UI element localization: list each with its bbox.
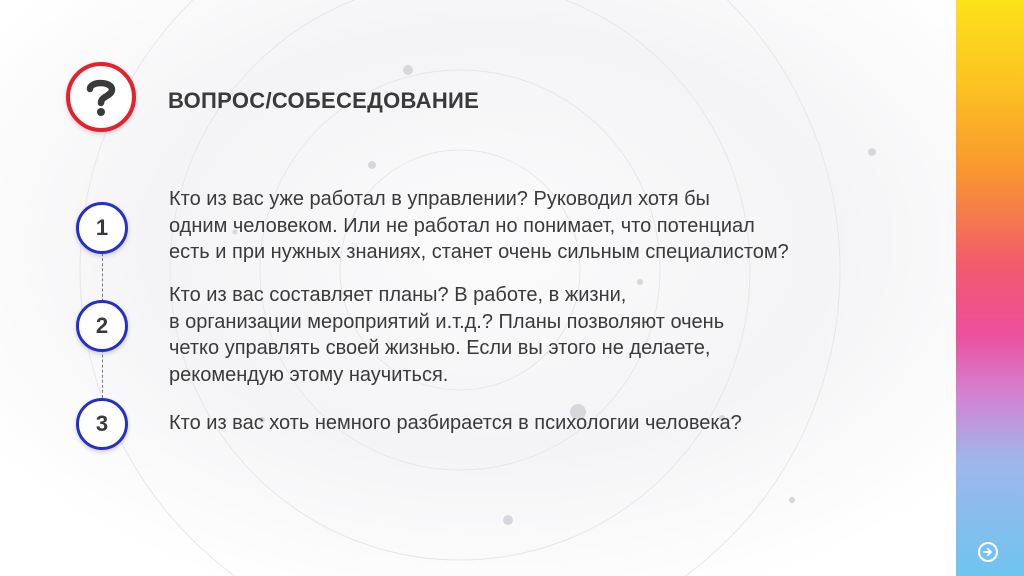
- question-badge: [66, 62, 136, 132]
- question-mark-icon: [83, 77, 119, 117]
- slide-title: ВОПРОС/СОБЕСЕДОВАНИЕ: [168, 88, 480, 113]
- gradient-side-strip: [956, 0, 1024, 576]
- step-number-3: 3: [76, 398, 128, 450]
- step-number-2: 2: [76, 300, 128, 352]
- step-text-1: Кто из вас уже работал в управлении? Руководил хотя бы одним человеком. Или не работал но понимает, что потенциал есть и при нужных знаниях, станет очень сильным специалистом?: [169, 188, 789, 263]
- step-text-2: Кто из вас составляет планы? В работе, в жизни, в организации мероприятий и.т.д.? Планы позволяют очень четко управлять своей жизнью. Если вы этого не делаете, рекомендую этому научиться.: [169, 284, 725, 386]
- next-slide-button[interactable]: [978, 542, 998, 562]
- arrow-right-circle-icon: [981, 545, 995, 559]
- step-number-1: 1: [76, 202, 128, 254]
- step-text-3: Кто из вас хоть немного разбирается в психологии человека?: [169, 412, 742, 434]
